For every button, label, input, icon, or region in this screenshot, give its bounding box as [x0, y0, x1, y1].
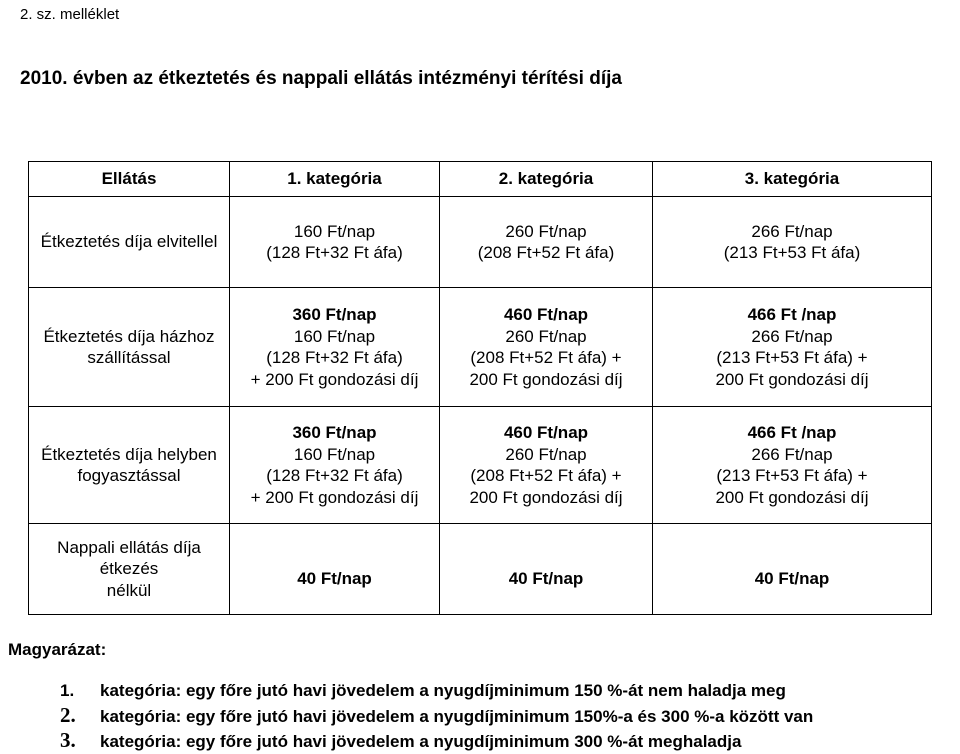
- fee-cell: [440, 407, 653, 524]
- list-item: [60, 703, 813, 728]
- fee-cell: [653, 407, 932, 524]
- row-label-line: Étkeztetés díja elvitellel: [40, 232, 218, 252]
- fee-detail: + 200 Ft gondozási díj: [250, 369, 419, 389]
- fee-detail: (213 Ft+53 Ft áfa) +: [716, 466, 868, 485]
- fee-amount: 466 Ft /nap: [747, 423, 837, 442]
- row-label-line: Étkeztetés díja helyben: [41, 444, 217, 464]
- fee-detail: 266 Ft/nap: [751, 444, 833, 464]
- row-label-line: nélkül: [106, 580, 152, 600]
- fee-detail: (213 Ft+53 Ft áfa) +: [716, 348, 868, 367]
- item-number: 2.: [60, 703, 76, 727]
- header-category-2: 2. kategória: [440, 162, 653, 197]
- header-category-3: 3. kategória: [653, 162, 932, 197]
- fee-cell: [440, 197, 653, 288]
- row-label-line: fogyasztással: [77, 466, 181, 485]
- fee-amount: 40 Ft/nap: [754, 569, 830, 589]
- fee-cell: [653, 197, 932, 288]
- table-row: [29, 407, 932, 524]
- fee-cell: [653, 288, 932, 407]
- fee-cell: [440, 524, 653, 615]
- fee-cell: [230, 197, 440, 288]
- list-item: [60, 728, 813, 753]
- fee-detail: 160 Ft/nap: [293, 444, 376, 464]
- fee-amount: 360 Ft/nap: [292, 305, 377, 324]
- fee-amount: 160 Ft/nap: [293, 221, 376, 241]
- fee-amount: 460 Ft/nap: [503, 423, 589, 442]
- fee-detail: 260 Ft/nap: [505, 444, 587, 464]
- fee-amount: 460 Ft/nap: [503, 305, 589, 324]
- explanation-title: Magyarázat:: [8, 640, 107, 659]
- fee-detail: 200 Ft gondozási díj: [469, 369, 623, 389]
- fee-detail: 160 Ft/nap: [293, 326, 376, 346]
- item-text: kategória: egy főre jutó havi jövedelem a nyugdíjminimum 300 %-át meghaladja: [100, 732, 742, 751]
- fee-cell: [230, 407, 440, 524]
- fee-detail: (208 Ft+52 Ft áfa) +: [470, 466, 622, 485]
- table-row: [29, 288, 932, 407]
- row-label-line: szállítással: [87, 348, 171, 367]
- fee-amount: 40 Ft/nap: [508, 569, 584, 589]
- row-label: [29, 288, 230, 407]
- explanation-list: [60, 678, 813, 753]
- fee-amount: 40 Ft/nap: [297, 569, 372, 589]
- fee-detail: (208 Ft+52 Ft áfa) +: [470, 348, 622, 367]
- row-label-line: Nappali ellátás díja étkezés: [57, 537, 201, 579]
- fee-amount: 260 Ft/nap: [505, 221, 587, 241]
- header-service: Ellátás: [29, 162, 230, 197]
- fee-cell: [440, 288, 653, 407]
- fee-detail: 266 Ft/nap: [751, 326, 833, 346]
- item-text: kategória: egy főre jutó havi jövedelem a nyugdíjminimum 150%-a és 300 %-a között van: [100, 707, 814, 726]
- fee-detail: (128 Ft+32 Ft áfa): [266, 243, 403, 262]
- fee-cell: [230, 288, 440, 407]
- row-label: [29, 524, 230, 615]
- fee-detail: 200 Ft gondozási díj: [469, 487, 623, 507]
- fee-cell: [653, 524, 932, 615]
- annex-label: 2. sz. melléklet: [20, 6, 120, 23]
- list-item: [60, 678, 813, 703]
- fee-detail: + 200 Ft gondozási díj: [250, 487, 419, 507]
- table-row: [29, 197, 932, 288]
- fee-detail: 200 Ft gondozási díj: [715, 369, 869, 389]
- item-number: 3.: [60, 728, 76, 752]
- row-label-line: Étkeztetés díja házhoz: [43, 326, 215, 346]
- table-header-row: [29, 162, 932, 197]
- fee-detail: (128 Ft+32 Ft áfa): [266, 466, 403, 485]
- fee-detail: (128 Ft+32 Ft áfa): [266, 348, 403, 367]
- page-title: 2010. évben az étkeztetés és nappali ellátás intézményi térítési díja: [20, 68, 622, 89]
- fee-amount: 360 Ft/nap: [292, 423, 377, 442]
- header-category-1: 1. kategória: [230, 162, 440, 197]
- table-row: [29, 524, 932, 615]
- row-label: [29, 197, 230, 288]
- fee-detail: (208 Ft+52 Ft áfa): [477, 243, 615, 262]
- fee-detail: 200 Ft gondozási díj: [715, 487, 869, 507]
- fee-detail: 260 Ft/nap: [505, 326, 587, 346]
- fee-table: [28, 161, 932, 615]
- fee-detail: (213 Ft+53 Ft áfa): [723, 243, 861, 262]
- item-text: kategória: egy főre jutó havi jövedelem a nyugdíjminimum 150 %-át nem haladja meg: [100, 681, 786, 700]
- fee-cell: [230, 524, 440, 615]
- fee-amount: 266 Ft/nap: [751, 221, 833, 241]
- item-number: 1.: [60, 681, 75, 700]
- fee-amount: 466 Ft /nap: [747, 305, 837, 324]
- row-label: [29, 407, 230, 524]
